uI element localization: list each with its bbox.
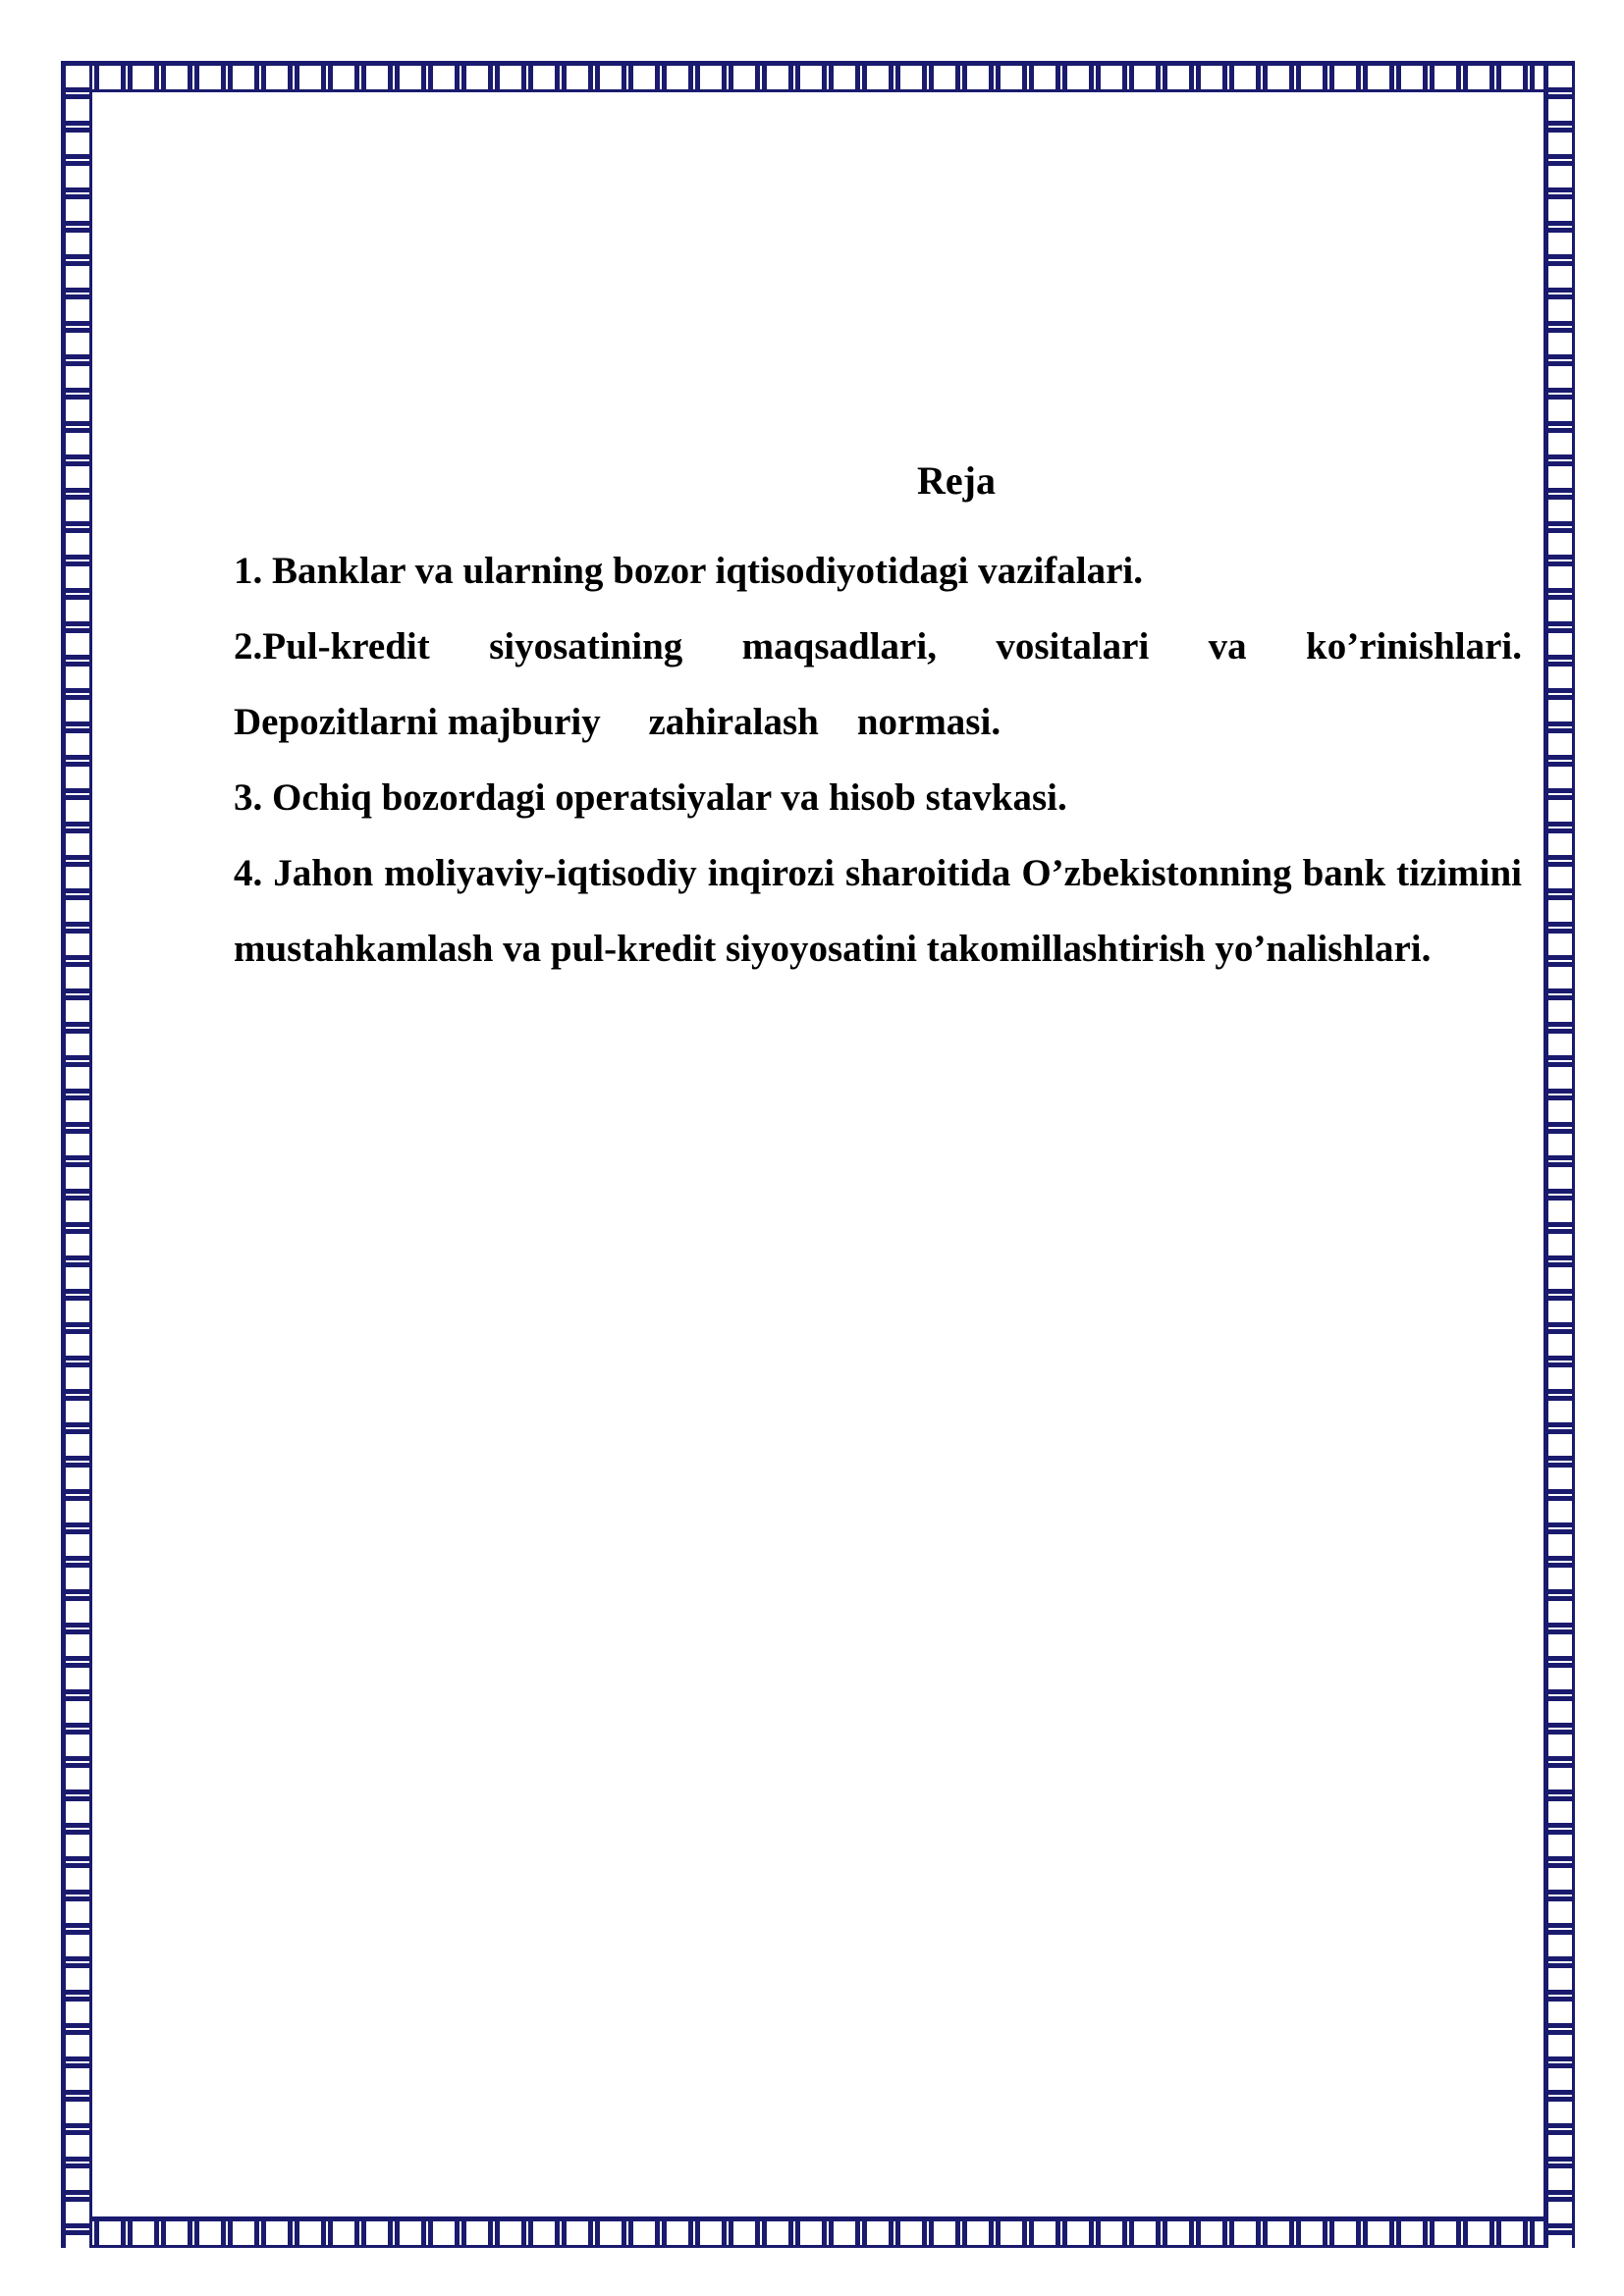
page-border-left [61, 61, 92, 2248]
page-border-right [1543, 61, 1575, 2248]
plan-item-2-continuation: Depozitlarni majburiy zahiralash normasi. [234, 701, 1001, 743]
plan-item-2: 2.Pul-kredit siyosatining maqsadlari, vositalari va ko’rinishlari. [234, 625, 1522, 667]
page-border-bottom [61, 2216, 1575, 2248]
plan-section [234, 447, 1522, 987]
plan-title: Reja [917, 458, 996, 503]
plan-item-3: 3. Ochiq bozordagi operatsiyalar va hisob stavkasi. [234, 776, 1067, 819]
plan-item-1: 1. Banklar va ularning bozor iqtisodiyotidagi vazifalari. [234, 550, 1144, 592]
page-border-top [61, 61, 1575, 92]
plan-item-4: 4. Jahon moliyaviy-iqtisodiy inqirozi sharoitida O’zbekistonning bank tizimini mustahkamlash va pul-kredit siyoyosatini takomillashtirish yo’nalishlari. [234, 852, 1522, 970]
